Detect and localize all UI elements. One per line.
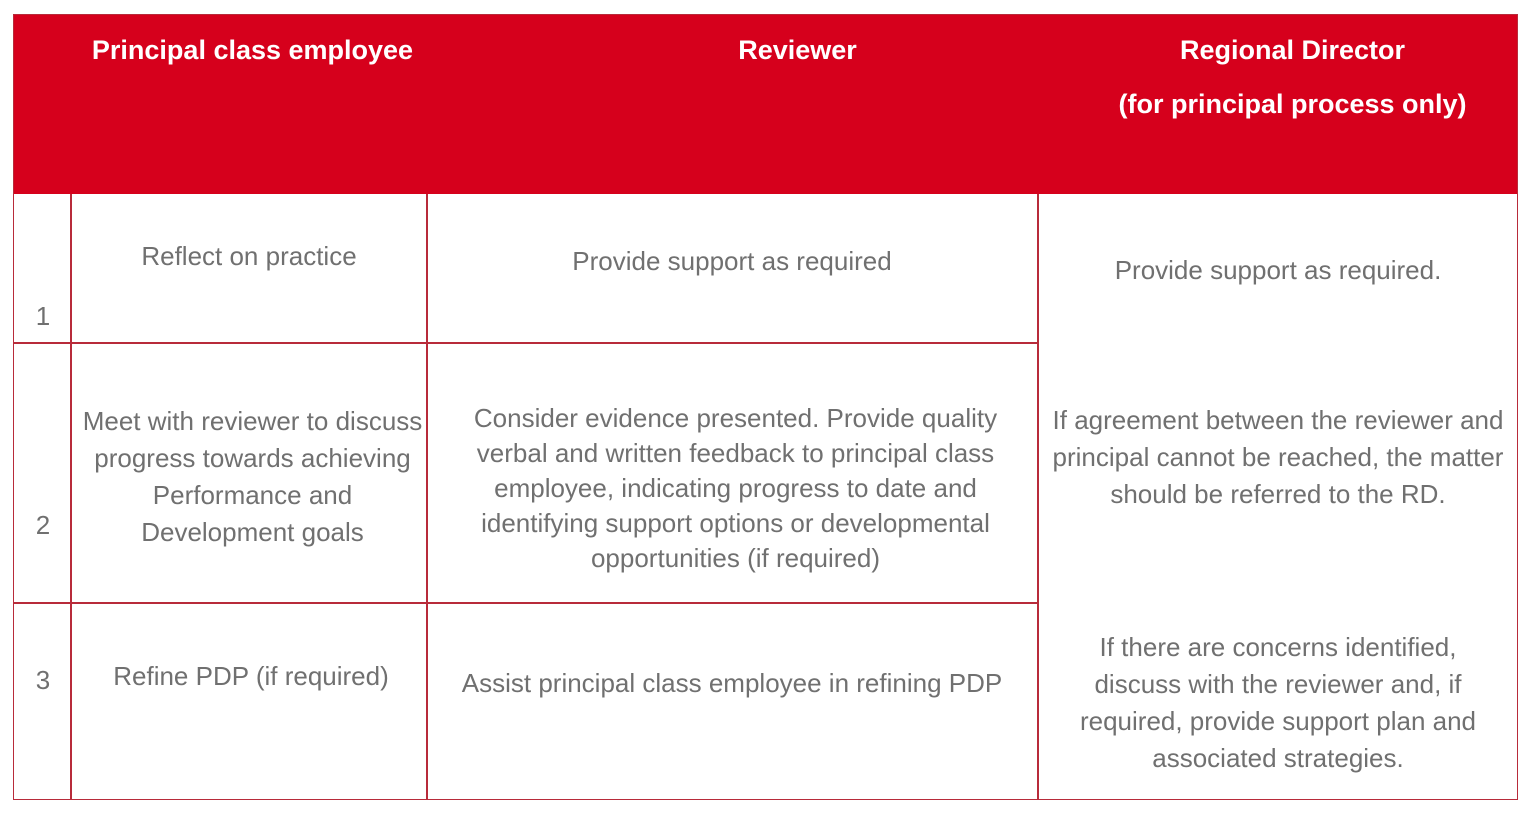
row-number: 2 <box>35 510 51 540</box>
director-text-2: If agreement between the reviewer and principal cannot be reached, the matter should be referred to the RD. <box>1052 404 1504 509</box>
row1-employee-cell <box>76 236 422 276</box>
director-text-3: If there are concerns identified, discuss with the reviewer and, if required, provide support plan and associated strategies. <box>1079 632 1477 773</box>
row3-reviewer-cell <box>432 663 1032 703</box>
row-divider <box>13 602 1038 604</box>
row3-employee-text: Refine PDP (if required) <box>113 660 389 691</box>
column-divider <box>426 194 428 800</box>
column-divider <box>70 194 72 800</box>
row3-reviewer-text: Assist principal class employee in refining PDP <box>461 667 1003 698</box>
header-col2-label: Reviewer <box>738 35 857 65</box>
row1-employee-text: Reflect on practice <box>141 240 357 271</box>
row2-reviewer-text: Consider evidence presented. Provide quality verbal and written feedback to principal class employee, indicating progress to date and identifying support options or developmental opportunities (if required) <box>473 402 998 573</box>
header-col1-label: Principal class employee <box>91 35 414 65</box>
director-text-1: Provide support as required. <box>1114 254 1442 285</box>
column-divider <box>1037 194 1039 800</box>
row-divider <box>13 342 1038 344</box>
row2-employee-text: Meet with reviewer to discuss progress towards achieving Performance and Development goals <box>82 406 423 547</box>
row1-reviewer-cell <box>432 241 1032 281</box>
row3-employee-cell <box>76 656 426 696</box>
row-number: 1 <box>35 301 51 331</box>
row2-reviewer-cell <box>448 400 1023 576</box>
row2-employee-cell <box>80 402 425 552</box>
header-col3-line2: (for principal process only) <box>1118 89 1467 119</box>
row-number: 3 <box>35 665 51 695</box>
header-col3-line1: Regional Director <box>1179 35 1406 65</box>
row1-reviewer-text: Provide support as required <box>572 245 892 276</box>
